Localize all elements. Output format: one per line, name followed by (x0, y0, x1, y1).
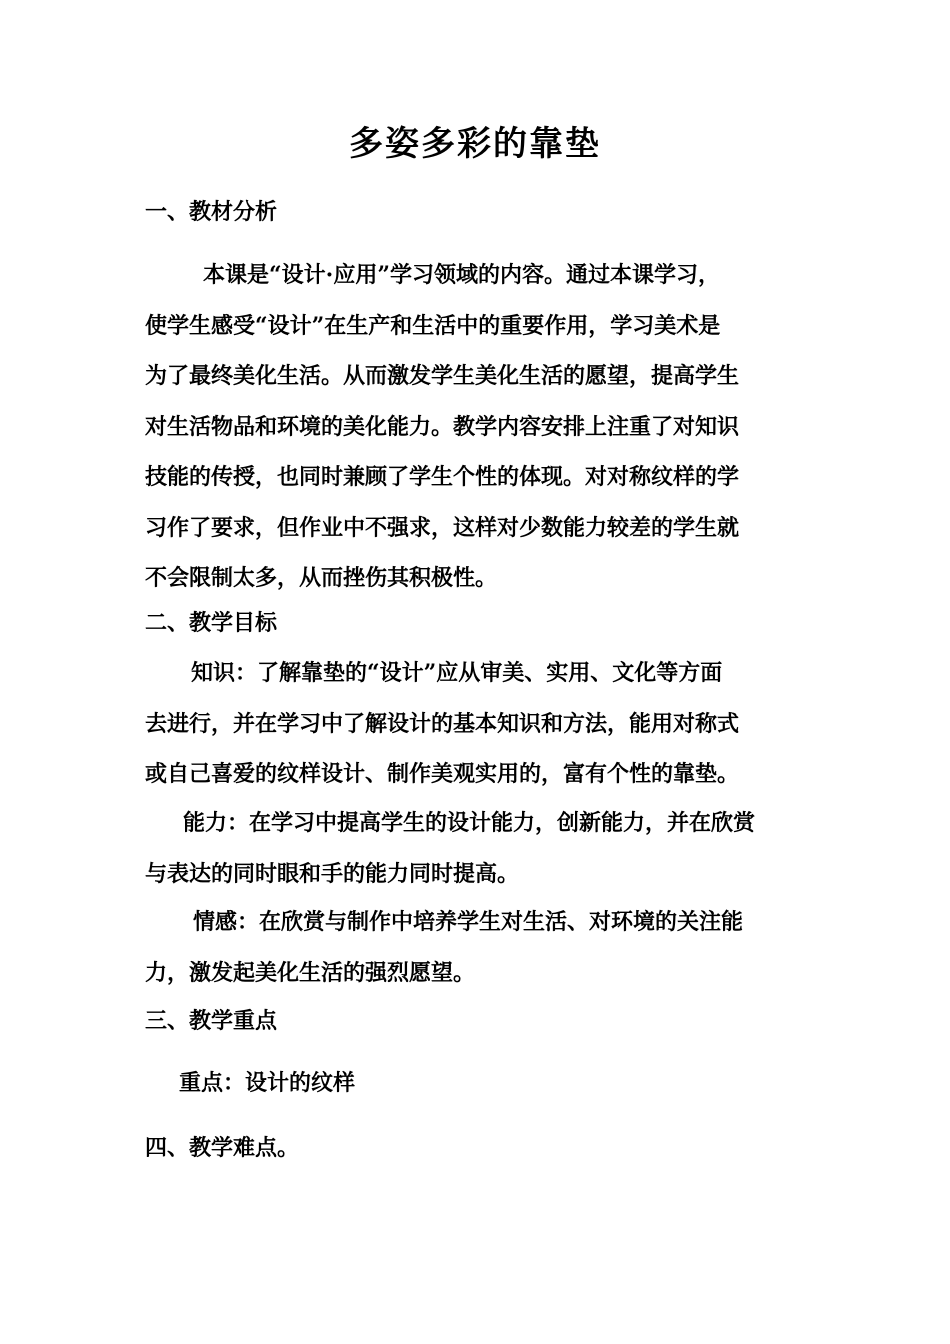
paragraph-line: 本课是“设计·应用”学习领域的内容。通过本课学习， (203, 262, 720, 288)
paragraph-line: 技能的传授，也同时兼顾了学生个性的体现。对对称纹样的学 (145, 464, 740, 490)
paragraph-line: 或自己喜爱的纹样设计、制作美观实用的，富有个性的靠垫。 (145, 761, 740, 787)
paragraph-line: 知识：了解靠垫的“设计”应从审美、实用、文化等方面 (191, 660, 723, 686)
paragraph-line: 对生活物品和环境的美化能力。教学内容安排上注重了对知识 (145, 413, 740, 440)
paragraph-line: 重点：设计的纹样 (179, 1070, 356, 1096)
section-2-paragraph-1 (145, 648, 805, 800)
paragraph-line: 使学生感受“设计”在生产和生活中的重要作用，学习美术是 (145, 312, 721, 339)
paragraph-line: 习作了要求，但作业中不强求，这样对少数能力较差的学生就 (145, 514, 740, 541)
paragraph-line: 力，激发起美化生活的强烈愿望。 (145, 959, 476, 986)
paragraph-line: 不会限制太多，从而挫伤其积极性。 (145, 565, 498, 591)
paragraph-line: 情感：在欣赏与制作中培养学生对生活、对环境的关注能 (193, 909, 744, 935)
section-heading-4: 四、教学难点。 (145, 1135, 300, 1161)
document-title: 多姿多彩的靠垫 (349, 124, 601, 164)
paragraph-line: 能力：在学习中提高学生的设计能力，创新能力，并在欣赏 (183, 810, 756, 836)
section-1-paragraph-1 (145, 250, 805, 604)
section-heading-1: 一、教材分析 (145, 199, 278, 225)
paragraph-line: 去进行，并在学习中了解设计的基本知识和方法，能用对称式 (145, 710, 740, 737)
paragraph-line: 为了最终美化生活。从而激发学生美化生活的愿望，提高学生 (145, 363, 740, 389)
section-3-paragraph-1 (145, 1058, 805, 1109)
section-heading-3: 三、教学重点 (145, 1008, 278, 1034)
paragraph-line: 与表达的同时眼和手的能力同时提高。 (145, 860, 520, 887)
section-2-paragraph-2 (145, 798, 805, 899)
section-2-paragraph-3 (145, 897, 805, 998)
section-heading-2: 二、教学目标 (145, 610, 278, 636)
